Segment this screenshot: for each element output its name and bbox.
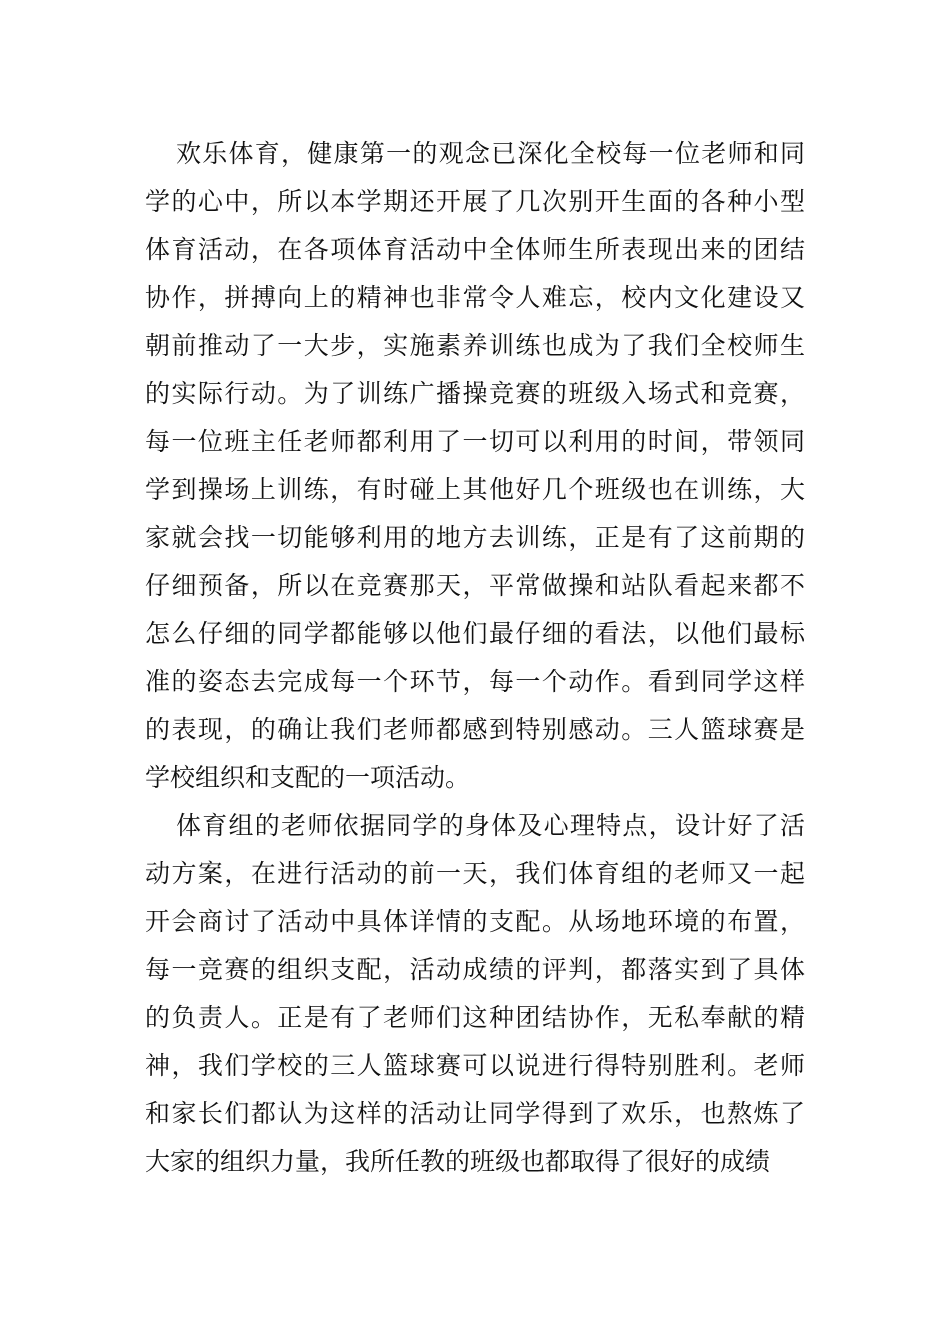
paragraph-1 xyxy=(145,130,805,802)
text-line: 每一竞赛的组织支配，活动成绩的评判，都落实到了具体 xyxy=(145,955,805,984)
text-line: 的表现，的确让我们老师都感到特别感动。三人篮球赛是 xyxy=(145,715,805,744)
text-line: 准的姿态去完成每一个环节，每一个动作。看到同学这样 xyxy=(145,667,805,696)
text-line: 仔细预备，所以在竞赛那天，平常做操和站队看起来都不 xyxy=(145,571,805,600)
text-line: 开会商讨了活动中具体详情的支配。从场地环境的布置， xyxy=(145,907,805,936)
text-line: 的负责人。正是有了老师们这种团结协作，无私奉献的精 xyxy=(145,1003,805,1032)
text-line: 的实际行动。为了训练广播操竞赛的班级入场式和竞赛， xyxy=(145,379,805,408)
text-line: 学校组织和支配的一项活动。 xyxy=(145,763,471,792)
text-line: 大家的组织力量，我所任教的班级也都取得了很好的成绩 xyxy=(145,1147,771,1176)
text-line: 体育活动，在各项体育活动中全体师生所表现出来的团结 xyxy=(145,235,805,264)
text-line: 家就会找一切能够利用的地方去训练，正是有了这前期的 xyxy=(145,523,805,552)
text-line: 学的心中，所以本学期还开展了几次别开生面的各种小型 xyxy=(145,187,805,216)
text-line: 学到操场上训练，有时碰上其他好几个班级也在训练，大 xyxy=(145,475,805,504)
text-line: 动方案，在进行活动的前一天，我们体育组的老师又一起 xyxy=(145,859,805,888)
text-line: 协作，拼搏向上的精神也非常令人难忘，校内文化建设又 xyxy=(145,283,805,312)
text-line: 朝前推动了一大步，实施素养训练也成为了我们全校师生 xyxy=(145,331,805,360)
body-text xyxy=(145,130,805,1186)
text-line: 每一位班主任老师都利用了一切可以利用的时间，带领同 xyxy=(145,427,805,456)
text-line: 欢乐体育，健康第一的观念已深化全校每一位老师和同 xyxy=(176,139,805,168)
paragraph-2 xyxy=(145,802,805,1186)
text-line: 神，我们学校的三人篮球赛可以说进行得特别胜利。老师 xyxy=(145,1051,805,1080)
text-line: 体育组的老师依据同学的身体及心理特点，设计好了活 xyxy=(176,811,805,840)
text-line: 怎么仔细的同学都能够以他们最仔细的看法，以他们最标 xyxy=(145,619,805,648)
text-line: 和家长们都认为这样的活动让同学得到了欢乐，也熬炼了 xyxy=(145,1099,805,1128)
